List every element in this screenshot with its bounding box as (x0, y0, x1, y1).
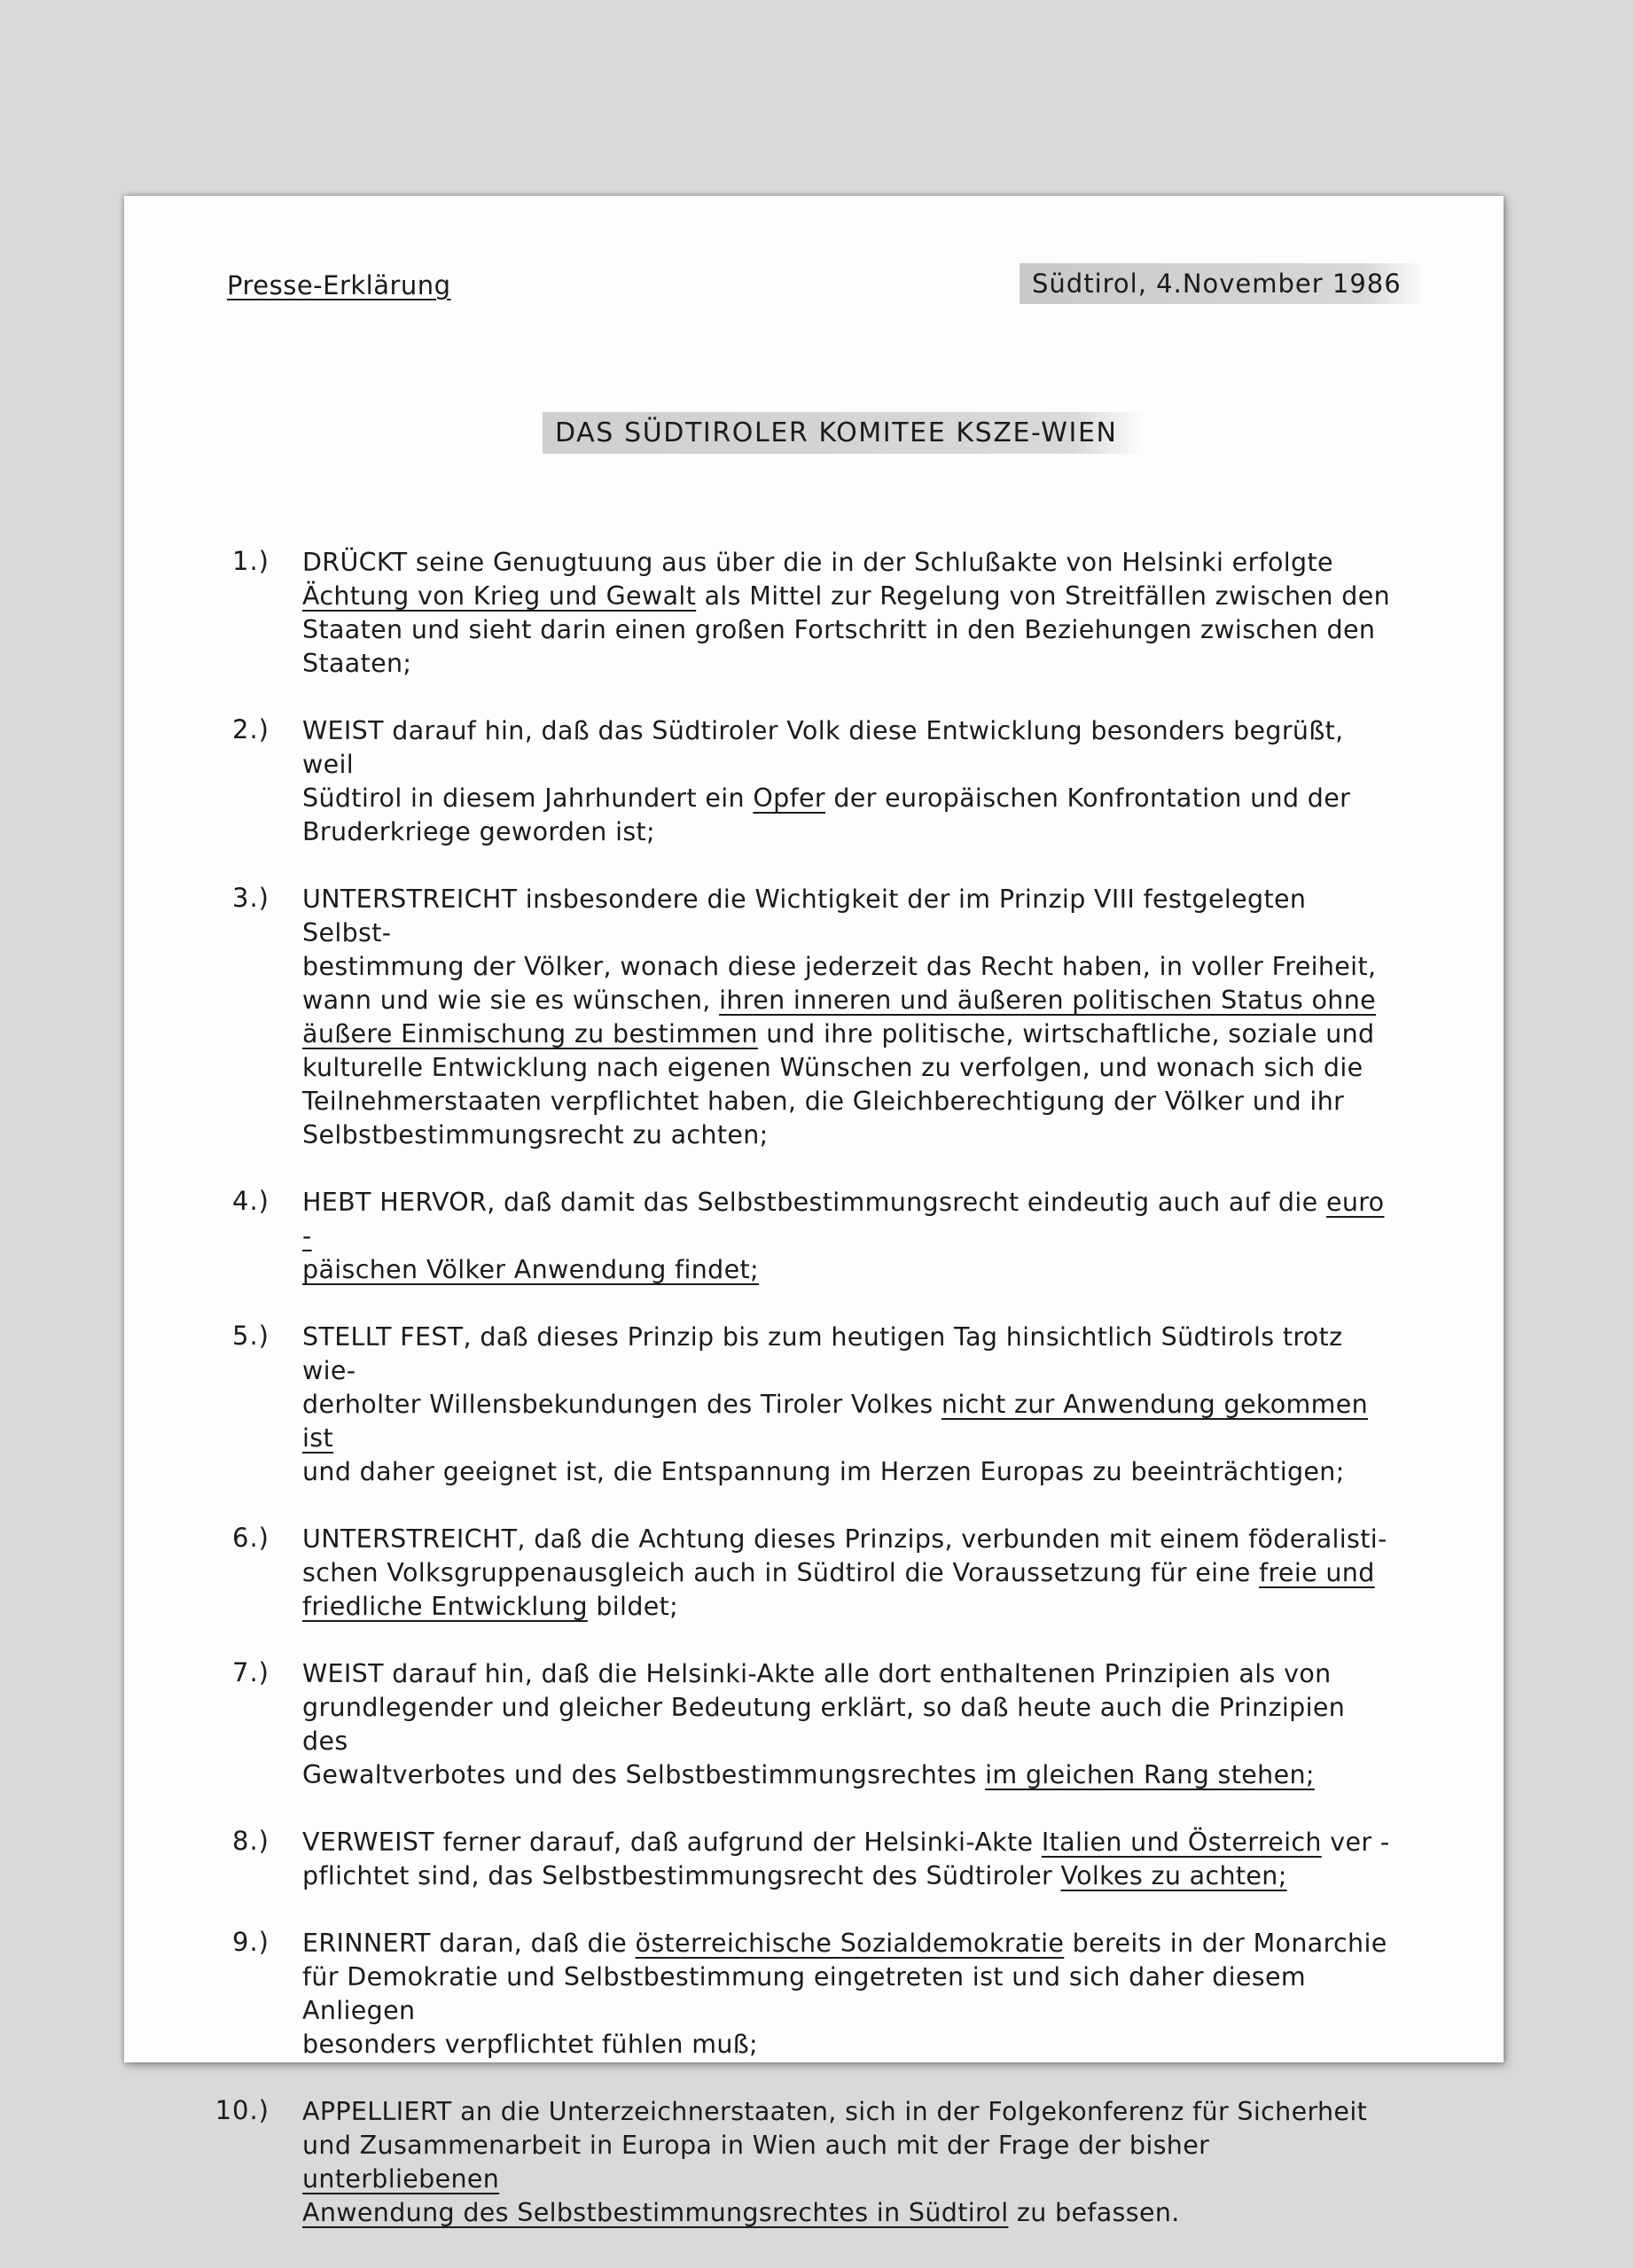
list-item (124, 883, 1504, 1152)
document-page (124, 196, 1504, 2227)
underlined-phrase: unterbliebenen (302, 2164, 500, 2194)
underlined-phrase: Opfer (753, 783, 825, 813)
text-segment: bereits in der Monarchie (1064, 1929, 1387, 1958)
item-number: 9.) (232, 1927, 270, 1957)
underlined-phrase: päischen Völker Anwendung findet; (302, 1255, 759, 1284)
text-segment: STELLT FEST, daß dieses Prinzip bis zum heutigen Tag hinsichtlich Südtirols trotz wie- (302, 1322, 1343, 1385)
document-title: DAS SÜDTIROLER KOMITEE KSZE-WIEN (543, 412, 1145, 454)
underlined-phrase: im gleichen Rang stehen; (985, 1760, 1315, 1789)
text-segment: für Demokratie und Selbstbestimmung eingetreten ist und sich daher diesem Anliegen (302, 1962, 1306, 2025)
text-segment: besonders verpflichtet fühlen muß; (302, 2030, 758, 2059)
item-number: 8.) (232, 1826, 270, 1856)
list-item (124, 1321, 1504, 1489)
list-item (124, 546, 1504, 681)
text-segment: wann und wie sie es wünschen, (302, 986, 720, 1015)
numbered-points-list (124, 546, 1504, 2264)
item-number: 4.) (232, 1186, 270, 1216)
text-segment: und ihre politische, wirtschaftliche, soziale und (757, 1019, 1375, 1048)
item-number: 7.) (232, 1657, 270, 1687)
text-segment: WEIST darauf hin, daß das Südtiroler Volk diese Entwicklung besonders begrüßt, weil (302, 716, 1344, 779)
text-segment: Staaten; (302, 649, 412, 678)
item-number: 3.) (232, 883, 270, 913)
item-text (302, 1523, 1393, 1624)
text-segment: und Zusammenarbeit in Europa in Wien auch mit der Frage der bisher (302, 2131, 1210, 2160)
text-segment: derholter Willensbekundungen des Tiroler Volkes (302, 1390, 942, 1419)
text-segment: bildet; (587, 1592, 679, 1621)
text-segment: pflichtet sind, das Selbstbestimmungsrecht des Südtiroler (302, 1861, 1061, 1890)
item-text (302, 2095, 1393, 2230)
item-number: 1.) (232, 546, 270, 576)
underlined-phrase: freie und (1259, 1558, 1375, 1587)
document-type-label: Presse-Erklärung (227, 270, 451, 300)
underlined-phrase: nicht zur Anwendung gekommen ist (302, 1390, 1369, 1453)
text-segment: DRÜCKT seine Genugtuung aus über die in der Schlußakte von Helsinki erfolgte (302, 548, 1333, 577)
text-segment: zu befassen. (1008, 2198, 1180, 2227)
text-segment: bestimmung der Völker, wonach diese jederzeit das Recht haben, in voller Freiheit, (302, 952, 1377, 981)
text-segment: UNTERSTREICHT, daß die Achtung dieses Prinzips, verbunden mit einem föderalisti- (302, 1524, 1387, 1554)
text-segment: APPELLIERT an die Unterzeichnerstaaten, sich in der Folgekonferenz für Sicherheit (302, 2097, 1368, 2126)
text-segment: UNTERSTREICHT insbesondere die Wichtigkeit der im Prinzip VIII festgelegten Selbst- (302, 885, 1307, 947)
underlined-phrase: euro - (302, 1188, 1385, 1251)
text-segment: grundlegender und gleicher Bedeutung erklärt, so daß heute auch die Prinzipien des (302, 1693, 1346, 1756)
underlined-phrase: äußere Einmischung zu bestimmen (302, 1019, 758, 1048)
item-text (302, 1321, 1393, 1489)
text-segment: der europäischen Konfrontation und der (824, 783, 1351, 813)
text-segment: Bruderkriege geworden ist; (302, 817, 656, 846)
text-segment: VERWEIST ferner darauf, daß aufgrund der Helsinki-Akte (302, 1828, 1042, 1857)
underlined-phrase: Anwendung des Selbstbestimmungsrechtes in Südtirol (302, 2198, 1009, 2227)
text-segment: Staaten und sieht darin einen großen Fortschritt in den Beziehungen zwischen den (302, 615, 1376, 644)
item-text (302, 546, 1393, 681)
text-segment: kulturelle Entwicklung nach eigenen Wünschen zu verfolgen, und wonach sich die (302, 1053, 1363, 1082)
underlined-phrase: friedliche Entwicklung (302, 1592, 588, 1621)
item-number: 2.) (232, 714, 270, 744)
underlined-phrase: österreichische Sozialdemokratie (635, 1929, 1065, 1958)
text-segment: und daher geeignet ist, die Entspannung im Herzen Europas zu beeinträchtigen; (302, 1457, 1345, 1486)
place-date-label: Südtirol, 4.November 1986 (1020, 263, 1425, 304)
item-text (302, 1186, 1393, 1287)
underlined-phrase: ihren inneren und äußeren politischen Status ohne (719, 986, 1377, 1015)
underlined-phrase: Volkes zu achten; (1060, 1861, 1287, 1890)
text-segment: WEIST darauf hin, daß die Helsinki-Akte alle dort enthaltenen Prinzipien als von (302, 1659, 1332, 1688)
list-item (124, 1186, 1504, 1287)
item-text (302, 714, 1393, 849)
underlined-phrase: Ächtung von Krieg und Gewalt (302, 581, 697, 611)
item-number: 5.) (232, 1321, 270, 1351)
text-segment: HEBT HERVOR, daß damit das Selbstbestimmungsrecht eindeutig auch auf die (302, 1188, 1326, 1217)
item-number: 6.) (232, 1523, 270, 1553)
item-number: 10.) (215, 2095, 270, 2125)
list-item (124, 1657, 1504, 1792)
item-text (302, 1927, 1393, 2061)
list-item (124, 1826, 1504, 1893)
text-segment: schen Volksgruppenausgleich auch in Südtirol die Voraussetzung für eine (302, 1558, 1260, 1587)
underlined-phrase: Italien und Österreich (1041, 1828, 1322, 1857)
text-segment: Gewaltverbotes und des Selbstbestimmungsrechtes (302, 1760, 986, 1789)
text-segment: Selbstbestimmungsrecht zu achten; (302, 1120, 769, 1150)
text-segment: Südtirol in diesem Jahrhundert ein (302, 783, 754, 813)
list-item (124, 714, 1504, 849)
list-item (124, 1523, 1504, 1624)
text-segment: als Mittel zur Regelung von Streitfällen zwischen den (696, 581, 1390, 611)
list-item (124, 1927, 1504, 2061)
text-segment: ver - (1321, 1828, 1390, 1857)
item-text (302, 1826, 1393, 1893)
text-segment: Teilnehmerstaaten verpflichtet haben, die Gleichberechtigung der Völker und ihr (302, 1087, 1345, 1116)
item-text (302, 1657, 1393, 1792)
list-item (124, 2095, 1504, 2230)
item-text (302, 883, 1393, 1152)
text-segment: ERINNERT daran, daß die (302, 1929, 636, 1958)
